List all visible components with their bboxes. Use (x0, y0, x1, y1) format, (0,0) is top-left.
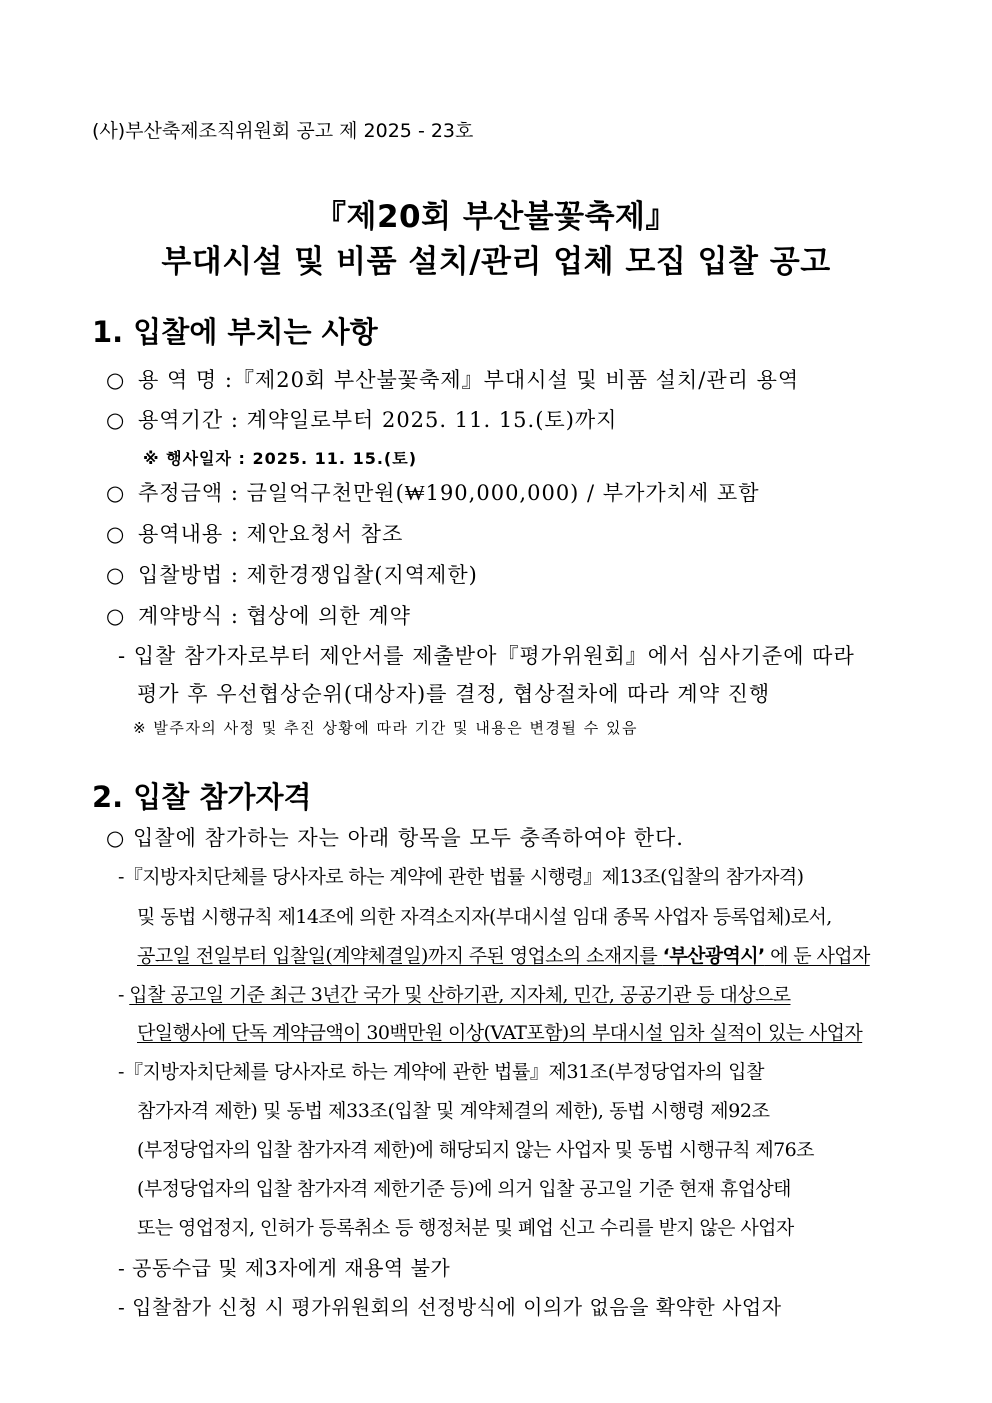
title-line-2: 부대시설 및 비품 설치/관리 업체 모집 입찰 공고 (161, 244, 831, 280)
contract-method-item (106, 600, 411, 630)
bullet-circle: ○ (106, 604, 126, 628)
req-3-line-2: 참가자격 제한) 및 동법 제33조(입찰 및 계약체결의 제한), 동법 시행령 제92조 (137, 1100, 770, 1122)
section-1-heading: 1. 입찰에 부치는 사항 (92, 315, 378, 349)
contract-method-text: 계약방식 : 협상에 의한 계약 (138, 604, 411, 628)
req-5: - 입찰참가 신청 시 평가위원회의 선정방식에 이의가 없음을 확약한 사업자 (118, 1295, 782, 1319)
service-name-item (106, 364, 799, 394)
event-date-note: ※ 행사일자 : 2025. 11. 15.(토) (143, 449, 418, 468)
contract-detail-line-2: 평가 후 우선협상순위(대상자)를 결정, 협상절차에 따라 계약 진행 (137, 682, 771, 706)
service-period-item (106, 404, 617, 434)
req-1-line-3-a: 공고일 전일부터 입찰일(계약체결일)까지 주된 영업소의 소재지를 (137, 945, 663, 967)
title-line-1: 『제20회 부산불꽃축제』 (315, 199, 677, 235)
change-note: ※ 발주자의 사정 및 추진 상황에 따라 기간 및 내용은 변경될 수 있음 (133, 719, 639, 737)
notice-number: (사)부산축제조직위원회 공고 제 2025 - 23호 (92, 120, 474, 142)
req-2-line-1 (118, 980, 790, 1007)
service-content-text: 용역내용 : 제안요청서 참조 (138, 522, 404, 546)
req-1-line-3-c: 에 둔 사업자 (764, 945, 870, 967)
section-2-heading: 2. 입찰 참가자격 (92, 780, 312, 814)
service-period-text: 용역기간 : 계약일로부터 2025. 11. 15.(토)까지 (138, 408, 618, 432)
bullet-circle: ○ (106, 368, 126, 392)
req-3-line-4: (부정당업자의 입찰 참가자격 제한기준 등)에 의거 입찰 공고일 기준 현재 휴업상태 (137, 1178, 791, 1200)
estimated-amount-item (106, 477, 759, 507)
bid-method-text: 입찰방법 : 제한경쟁입찰(지역제한) (138, 563, 478, 587)
bullet-circle: ○ (106, 408, 126, 432)
req-4: - 공동수급 및 제3자에게 재용역 불가 (118, 1256, 451, 1280)
contract-detail-line-1: - 입찰 참가자로부터 제안서를 제출받아『평가위원회』에서 심사기준에 따라 (118, 644, 855, 668)
eligibility-intro: ○ 입찰에 참가하는 자는 아래 항목을 모두 충족하여야 한다. (106, 826, 684, 850)
req-2-line-2: 단일행사에 단독 계약금액이 30백만원 이상(VAT포함)의 부대시설 임차 실적이 있는 사업자 (137, 1022, 863, 1044)
busan-highlight: ‘부산광역시’ (662, 945, 765, 967)
bullet-circle: ○ (106, 522, 126, 546)
req-3-line-1: -『지방자치단체를 당사자로 하는 계약에 관한 법률』제31조(부정당업자의 입찰 (118, 1061, 765, 1083)
req-1-line-1: -『지방자치단체를 당사자로 하는 계약에 관한 법률 시행령』제13조(입찰의 참가자격) (118, 866, 804, 888)
req-1-line-2: 및 동법 시행규칙 제14조에 의한 자격소지자(부대시설 임대 종목 사업자 등록업체)로서, (137, 906, 832, 928)
req-2-dash: - (118, 984, 130, 1006)
service-content-item (106, 518, 403, 548)
req-1-line-3 (137, 941, 870, 968)
estimated-amount-text: 추정금액 : 금일억구천만원(₩190,000,000) / 부가가치세 포함 (138, 481, 760, 505)
req-3-line-5: 또는 영업정지, 인허가 등록취소 등 행정처분 및 폐업 신고 수리를 받지 않은 사업자 (137, 1217, 794, 1239)
req-3-line-3: (부정당업자의 입찰 참가자격 제한)에 해당되지 않는 사업자 및 동법 시행규칙 제76조 (137, 1139, 814, 1161)
req-2-line-1-text: 입찰 공고일 기준 최근 3년간 국가 및 산하기관, 지자체, 민간, 공공기관 등 대상으로 (129, 984, 791, 1006)
service-name-text: 용 역 명 :『제20회 부산불꽃축제』부대시설 및 비품 설치/관리 용역 (138, 368, 800, 392)
bullet-circle: ○ (106, 481, 126, 505)
bullet-circle: ○ (106, 563, 126, 587)
bid-method-item (106, 559, 478, 589)
